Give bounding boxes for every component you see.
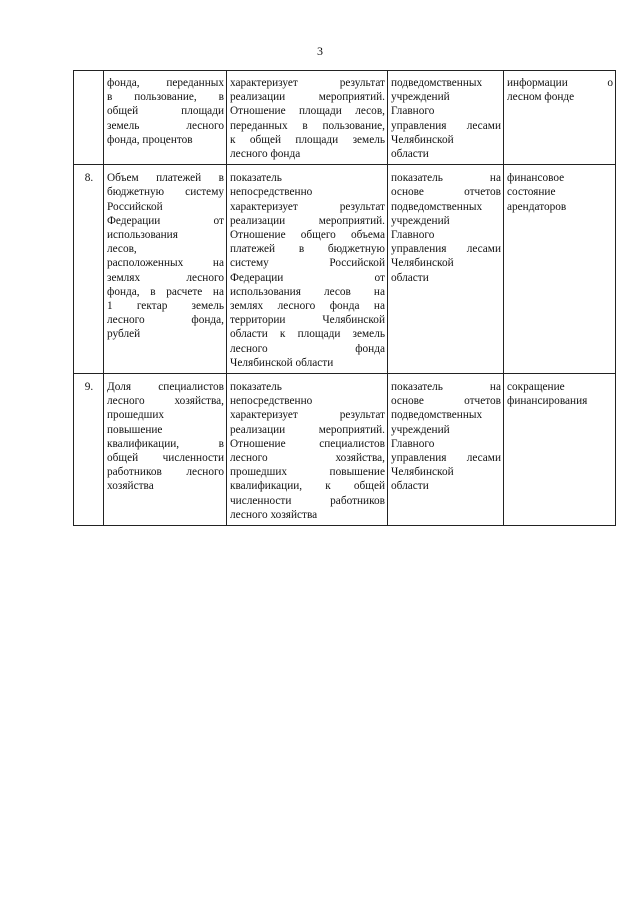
cell-text-line: работников лесного xyxy=(107,466,224,479)
cell-text-line: платежей в бюджетную xyxy=(230,243,385,256)
cell-text-line: подведомственных xyxy=(391,77,483,89)
cell-text-line: расположенных на xyxy=(107,257,224,270)
description-cell xyxy=(227,71,388,165)
cell-text-line: управления лесами xyxy=(391,452,501,465)
cell-text-line: реализации мероприятий. xyxy=(230,214,385,227)
cell-text-line: показатель xyxy=(230,172,282,185)
cell-text-line: сокращение xyxy=(507,381,565,394)
cell-text-line: Челябинской xyxy=(391,133,454,146)
cell-text-line: численности работников xyxy=(230,494,385,507)
cell-text-line: учреждений xyxy=(391,214,450,227)
cell-text-line: квалификации, в xyxy=(107,437,224,450)
indicator-cell xyxy=(104,374,227,526)
cell-text-line: землях лесного фонда на xyxy=(230,300,385,313)
row-number-cell xyxy=(74,374,104,526)
cell-text-line: лесного фонда, xyxy=(107,314,224,327)
cell-text-line: общей площади xyxy=(107,105,224,118)
cell-text-line: хозяйства xyxy=(107,480,154,493)
factors-cell xyxy=(504,71,616,165)
cell-text-line: непосредственно xyxy=(230,395,313,408)
cell-text-line: области xyxy=(391,271,429,284)
cell-text-line: Челябинской xyxy=(391,466,454,479)
row-number: 8. xyxy=(84,172,94,185)
cell-text-line: использования xyxy=(107,229,178,242)
cell-text-line: реализации мероприятий. xyxy=(230,91,385,104)
cell-text-line: прошедших xyxy=(107,409,165,422)
indicators-table xyxy=(73,70,616,526)
cell-text-line: показатель xyxy=(230,381,282,394)
description-cell xyxy=(227,374,388,526)
page-number: 3 xyxy=(317,44,323,58)
factors-cell xyxy=(504,374,616,526)
cell-text-line: Отношение специалистов xyxy=(230,437,385,450)
cell-text-line: учреждений xyxy=(391,423,450,436)
cell-text-line: показатель на xyxy=(391,172,501,185)
cell-text-line: земель лесного xyxy=(107,119,224,132)
cell-text-line: лесного фонда xyxy=(230,342,385,355)
cell-text-line: Главного xyxy=(391,437,435,450)
cell-text-line: территории Челябинской xyxy=(230,314,385,327)
cell-text-line: Отношение общего объема xyxy=(230,229,385,242)
cell-text-line: подведомственных xyxy=(391,200,483,213)
cell-text-line: лесов, xyxy=(107,243,137,256)
cell-text-line: Российской xyxy=(107,200,163,213)
cell-text-line: управления лесами xyxy=(391,243,501,256)
table-row xyxy=(74,71,616,165)
cell-text-line: к общей площади земель xyxy=(230,133,385,146)
cell-text-line: области к площади земель xyxy=(230,328,385,341)
cell-text-line: характеризует результат xyxy=(230,77,385,89)
indicator-cell xyxy=(104,71,227,165)
cell-text-line: непосредственно xyxy=(230,186,313,199)
cell-text-line: Отношение площади лесов, xyxy=(230,105,385,118)
factors-cell xyxy=(504,165,616,374)
cell-text-line: лесного хозяйства, xyxy=(107,395,224,408)
row-number-cell xyxy=(74,165,104,374)
cell-text-line: характеризует результат xyxy=(230,409,385,422)
table-body xyxy=(74,71,616,526)
cell-text-line: Главного xyxy=(391,105,435,118)
cell-text-line: основе отчетов xyxy=(391,395,501,408)
cell-text-line: Федерации от xyxy=(107,214,224,227)
cell-text-line: характеризует результат xyxy=(230,200,385,213)
cell-text-line: лесном фонде xyxy=(507,91,575,104)
cell-text-line: лесного хозяйства xyxy=(230,508,318,521)
cell-text-line: использования лесов на xyxy=(230,285,385,298)
cell-text-line: основе отчетов xyxy=(391,186,501,199)
cell-text-line: финансирования xyxy=(507,395,588,408)
cell-text-line: Объем платежей в xyxy=(107,172,224,185)
cell-text-line: квалификации, к общей xyxy=(230,480,385,493)
cell-text-line: области xyxy=(391,148,429,161)
cell-text-line: арендаторов xyxy=(507,200,567,213)
cell-text-line: Доля специалистов xyxy=(107,381,224,394)
cell-text-line: состояние xyxy=(507,186,556,199)
cell-text-line: прошедших повышение xyxy=(230,466,385,479)
cell-text-line: 1 гектар земель xyxy=(107,300,224,313)
cell-text-line: рублей xyxy=(107,328,141,341)
source-cell xyxy=(388,71,504,165)
row-number-cell xyxy=(74,71,104,165)
cell-text-line: Челябинской xyxy=(391,257,454,270)
cell-text-line: фонда, переданных xyxy=(107,77,224,89)
cell-text-line: лесного хозяйства, xyxy=(230,452,385,465)
cell-text-line: бюджетную систему xyxy=(107,186,224,199)
table-row xyxy=(74,374,616,526)
table-row xyxy=(74,165,616,374)
cell-text-line: фонда, процентов xyxy=(107,133,193,146)
cell-text-line: области xyxy=(391,480,429,493)
cell-text-line: переданных в пользование, xyxy=(230,119,385,132)
cell-text-line: в пользование, в xyxy=(107,91,224,104)
cell-text-line: систему Российской xyxy=(230,257,385,270)
cell-text-line: лесного фонда xyxy=(230,148,301,161)
cell-text-line: информации о xyxy=(507,77,613,89)
cell-text-line: управления лесами xyxy=(391,119,501,132)
cell-text-line: повышение xyxy=(107,423,163,436)
cell-text-line: показатель на xyxy=(391,381,501,394)
cell-text-line: фонда, в расчете на xyxy=(107,285,224,298)
cell-text-line: подведомственных xyxy=(391,409,483,422)
row-number: 9. xyxy=(84,381,94,394)
cell-text-line: Челябинской области xyxy=(230,356,334,369)
cell-text-line: учреждений xyxy=(391,91,450,104)
source-cell xyxy=(388,374,504,526)
cell-text-line: финансовое xyxy=(507,172,565,185)
cell-text-line: реализации мероприятий. xyxy=(230,423,385,436)
cell-text-line: Главного xyxy=(391,229,435,242)
indicator-cell xyxy=(104,165,227,374)
source-cell xyxy=(388,165,504,374)
cell-text-line: Федерации от xyxy=(230,271,385,284)
cell-text-line: общей численности xyxy=(107,452,224,465)
description-cell xyxy=(227,165,388,374)
cell-text-line: землях лесного xyxy=(107,271,224,284)
